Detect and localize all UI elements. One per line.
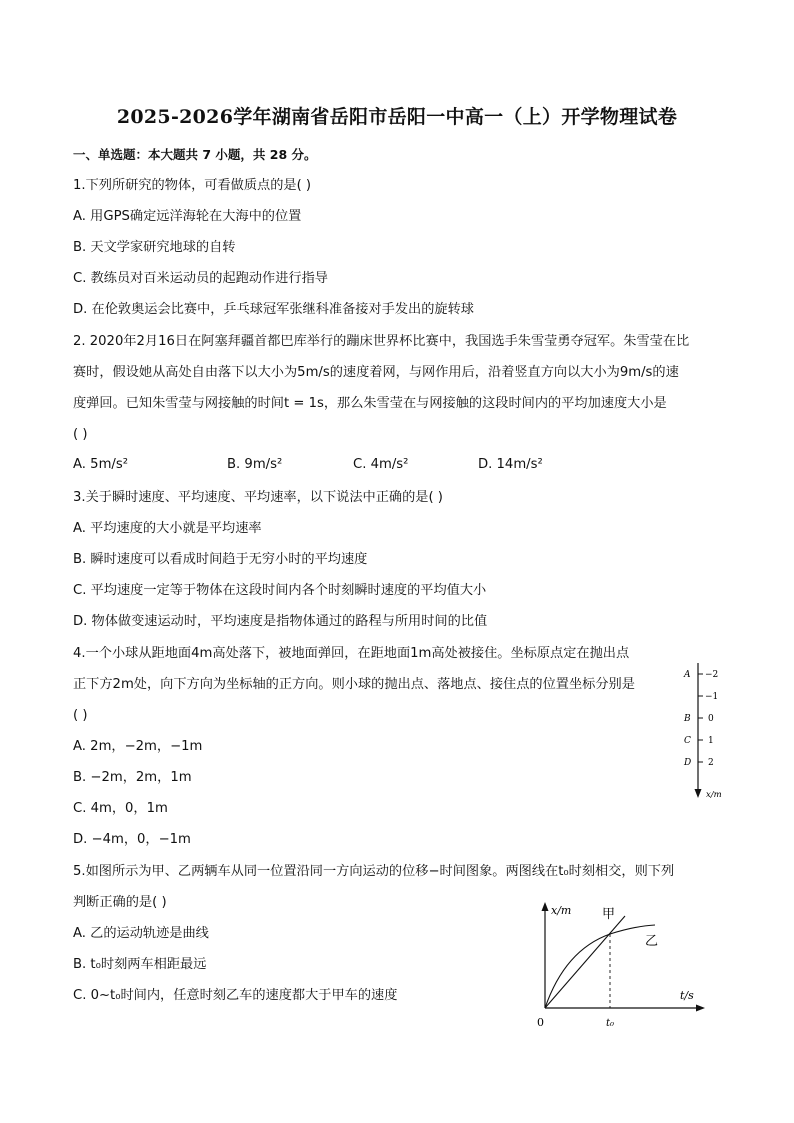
question-1-option-b: B. 天文学家研究地球的自转: [73, 240, 236, 255]
question-1-option-c: C. 教练员对百米运动员的起跑动作进行指导: [73, 271, 328, 286]
question-4-option-b: B. −2m，2m，1m: [73, 770, 192, 785]
question-4-option-d: D. −4m，0，−1m: [73, 832, 191, 847]
tick-label: 2: [708, 758, 714, 768]
question-2-option-a: A. 5m/s²: [73, 457, 129, 472]
question-2-line-2: 赛时，假设她从高处自由落下以大小为5m/s的速度着网，与网作用后，沿着竖直方向以大小为9m/s的速: [73, 365, 679, 380]
tick-label: −2: [705, 670, 719, 680]
question-1-option-d: D. 在伦敦奥运会比赛中，乒乓球冠军张继科准备接对手发出的旋转球: [73, 302, 474, 317]
axis-arrow: [695, 789, 702, 798]
tick-label: −1: [705, 692, 719, 702]
question-4-line-1: 4.一个小球从距地面4m高处落下，被地面弹回，在距地面1m高处被接住。坐标原点定在抛出点: [73, 646, 630, 661]
question-5-option-b: B. t₀时刻两车相距最远: [73, 957, 207, 972]
point-a-label: A: [684, 670, 691, 680]
question-4-option-a: A. 2m，−2m，−1m: [73, 739, 203, 754]
question-5-line-2: 判断正确的是( ): [73, 895, 167, 910]
x-axis-label: t/s: [680, 989, 694, 1002]
question-3-option-d: D. 物体做变速运动时，平均速度是指物体通过的路程与所用时间的比值: [73, 614, 488, 629]
question-2-line-4: ( ): [73, 427, 88, 442]
xt-graph-figure: [525, 898, 710, 1033]
question-2-option-c: C. 4m/s²: [353, 457, 409, 472]
curve-yi: [545, 925, 655, 1008]
question-1-option-a: A. 用GPS确定远洋海轮在大海中的位置: [73, 209, 302, 224]
question-4-line-2: 正下方2m处，向下方向为坐标轴的正方向。则小球的抛出点、落地点、接住点的位置坐标分别是: [73, 677, 635, 692]
point-b-label: B: [684, 714, 691, 724]
question-5-option-a: A. 乙的运动轨迹是曲线: [73, 926, 209, 941]
coordinate-axis-figure: [670, 655, 740, 805]
question-2-line-3: 度弹回。已知朱雪莹与网接触的时间t = 1s，那么朱雪莹在与网接触的这段时间内的平均加速度大小是: [73, 396, 667, 411]
origin-label: 0: [537, 1016, 544, 1029]
question-5-line-1: 5.如图所示为甲、乙两辆车从同一位置沿同一方向运动的位移−时间图象。两图线在t₀时刻相交，则下列: [73, 864, 675, 879]
question-2-option-d: D. 14m/s²: [478, 457, 543, 472]
y-axis-arrow: [542, 902, 549, 911]
point-c-label: C: [684, 736, 691, 746]
section-heading: 一、单选题：本大题共 7 小题，共 28 分。: [73, 147, 317, 162]
question-4-line-3: ( ): [73, 708, 88, 723]
page-title: 2025-2026学年湖南省岳阳市岳阳一中高一（上）开学物理试卷: [116, 106, 678, 128]
question-4-option-c: C. 4m，0，1m: [73, 801, 168, 816]
question-1-stem: 1.下列所研究的物体，可看做质点的是( ): [73, 178, 312, 193]
axis-unit-label: x/m: [706, 790, 722, 800]
y-axis-label: x/m: [551, 904, 572, 917]
yi-label: 乙: [645, 934, 659, 949]
tick-label: 0: [708, 714, 714, 724]
x-axis-arrow: [696, 1005, 705, 1012]
t0-label: t₀: [606, 1018, 615, 1029]
question-3-option-b: B. 瞬时速度可以看成时间趋于无穷小时的平均速度: [73, 552, 368, 567]
question-5-option-c: C. 0~t₀时间内，任意时刻乙车的速度都大于甲车的速度: [73, 988, 398, 1003]
line-jia: [545, 916, 625, 1008]
question-3-option-c: C. 平均速度一定等于物体在这段时间内各个时刻瞬时速度的平均值大小: [73, 583, 487, 598]
question-3-stem: 3.关于瞬时速度、平均速度、平均速率，以下说法中正确的是( ): [73, 490, 443, 505]
tick-label: 1: [708, 736, 714, 746]
question-2-option-b: B. 9m/s²: [227, 457, 283, 472]
point-d-label: D: [684, 758, 692, 768]
question-2-line-1: 2. 2020年2月16日在阿塞拜疆首都巴库举行的蹦床世界杯比赛中，我国选手朱雪莹勇夺冠军。朱雪莹在比: [73, 334, 690, 349]
question-3-option-a: A. 平均速度的大小就是平均速率: [73, 521, 262, 536]
jia-label: 甲: [602, 907, 616, 922]
